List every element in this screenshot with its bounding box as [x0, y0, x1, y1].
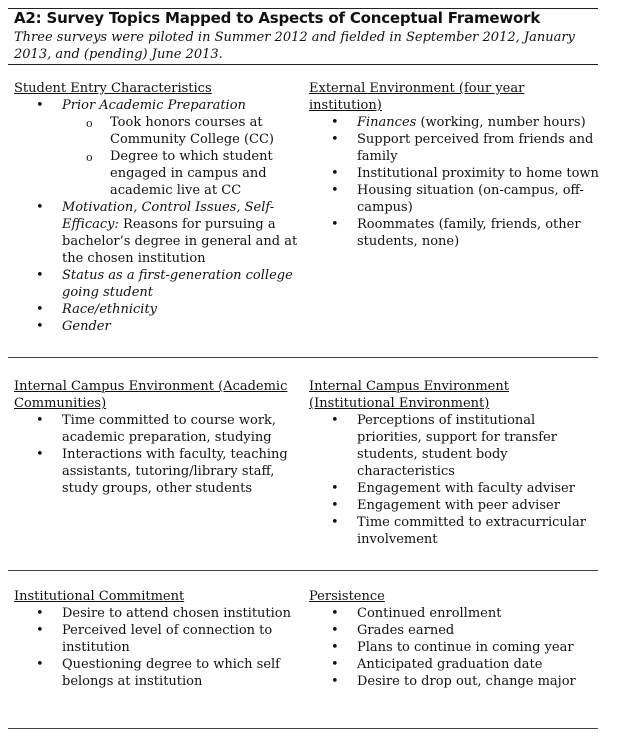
- top-rule: [8, 8, 598, 9]
- list-item: • Engagement with peer adviser: [309, 497, 594, 514]
- item-text: Reasons for pursuing a bachelor’s degree in general and at the chosen institution: [62, 217, 298, 266]
- italic-lead: Motivation, Control Issues, Self-Efficacy:: [62, 200, 275, 232]
- list-item: [309, 114, 601, 131]
- bullet-list: [14, 605, 294, 690]
- section-rule: [8, 357, 598, 358]
- list-item: • Grades earned: [309, 622, 599, 639]
- list-item: • Roommates (family, friends, other students, none): [309, 216, 601, 250]
- header-rule: [8, 64, 598, 65]
- list-item: • Engagement with faculty adviser: [309, 480, 594, 497]
- list-item: • Perceptions of institutional priorities, support for transfer students, student body characteristics: [309, 412, 594, 480]
- item-text: (working, number hours): [416, 115, 586, 130]
- bullet-list: [14, 412, 294, 497]
- bullet-list: [309, 605, 599, 690]
- bottom-rule: [8, 728, 598, 729]
- list-item: • Institutional proximity to home town: [309, 165, 601, 182]
- section-heading: Student Entry Characteristics: [14, 81, 212, 96]
- list-item: • Questioning degree to which self belongs at institution: [14, 656, 294, 690]
- list-item: • Time committed to extracurricular involvement: [309, 514, 594, 548]
- section-internal-institutional: [309, 378, 594, 548]
- section-internal-academic: [14, 378, 294, 497]
- section-persistence: [309, 588, 599, 690]
- page-subtitle: Three surveys were piloted in Summer 2012 and fielded in September 2012, January 2013, and (pending) June 2013.: [14, 30, 575, 62]
- section-rule: [8, 570, 598, 571]
- section-external-environment: [309, 80, 601, 250]
- section-heading: Persistence: [309, 589, 385, 604]
- list-item: • Interactions with faculty, teaching assistants, tutoring/library staff, study groups, other students: [14, 446, 294, 497]
- list-item: • Perceived level of connection to institution: [14, 622, 294, 656]
- page-title: A2: Survey Topics Mapped to Aspects of Conceptual Framework: [14, 9, 541, 27]
- list-item: • Desire to attend chosen institution: [14, 605, 294, 622]
- bullet-list: [309, 114, 601, 250]
- list-item: • Status as a first-generation college going student: [14, 267, 304, 301]
- section-heading: Internal Campus Environment (Institutional Environment): [309, 379, 509, 411]
- list-item: • Desire to drop out, change major: [309, 673, 599, 690]
- section-heading: External Environment (four year institution): [309, 81, 525, 113]
- list-item: • Race/ethnicity: [14, 301, 304, 318]
- bullet-list: [14, 97, 304, 335]
- list-item: • Anticipated graduation date: [309, 656, 599, 673]
- sub-list-item: o Took honors courses at Community College (CC): [14, 114, 304, 148]
- list-item: • Prior Academic Preparation: [14, 97, 304, 114]
- list-item: [14, 199, 304, 267]
- section-heading: Institutional Commitment: [14, 589, 185, 604]
- list-item: • Continued enrollment: [309, 605, 599, 622]
- section-institutional-commitment: [14, 588, 294, 690]
- section-student-entry: [14, 80, 304, 335]
- list-item: • Plans to continue in coming year: [309, 639, 599, 656]
- bullet-list: [309, 412, 594, 548]
- list-item: • Support perceived from friends and family: [309, 131, 601, 165]
- list-item: • Time committed to course work, academic preparation, studying: [14, 412, 294, 446]
- italic-lead: Finances: [357, 115, 417, 130]
- list-item: • Gender: [14, 318, 304, 335]
- sub-list-item: o Degree to which student engaged in campus and academic live at CC: [14, 148, 304, 199]
- section-heading: Internal Campus Environment (Academic Communities): [14, 379, 288, 411]
- list-item: • Housing situation (on-campus, off-campus): [309, 182, 601, 216]
